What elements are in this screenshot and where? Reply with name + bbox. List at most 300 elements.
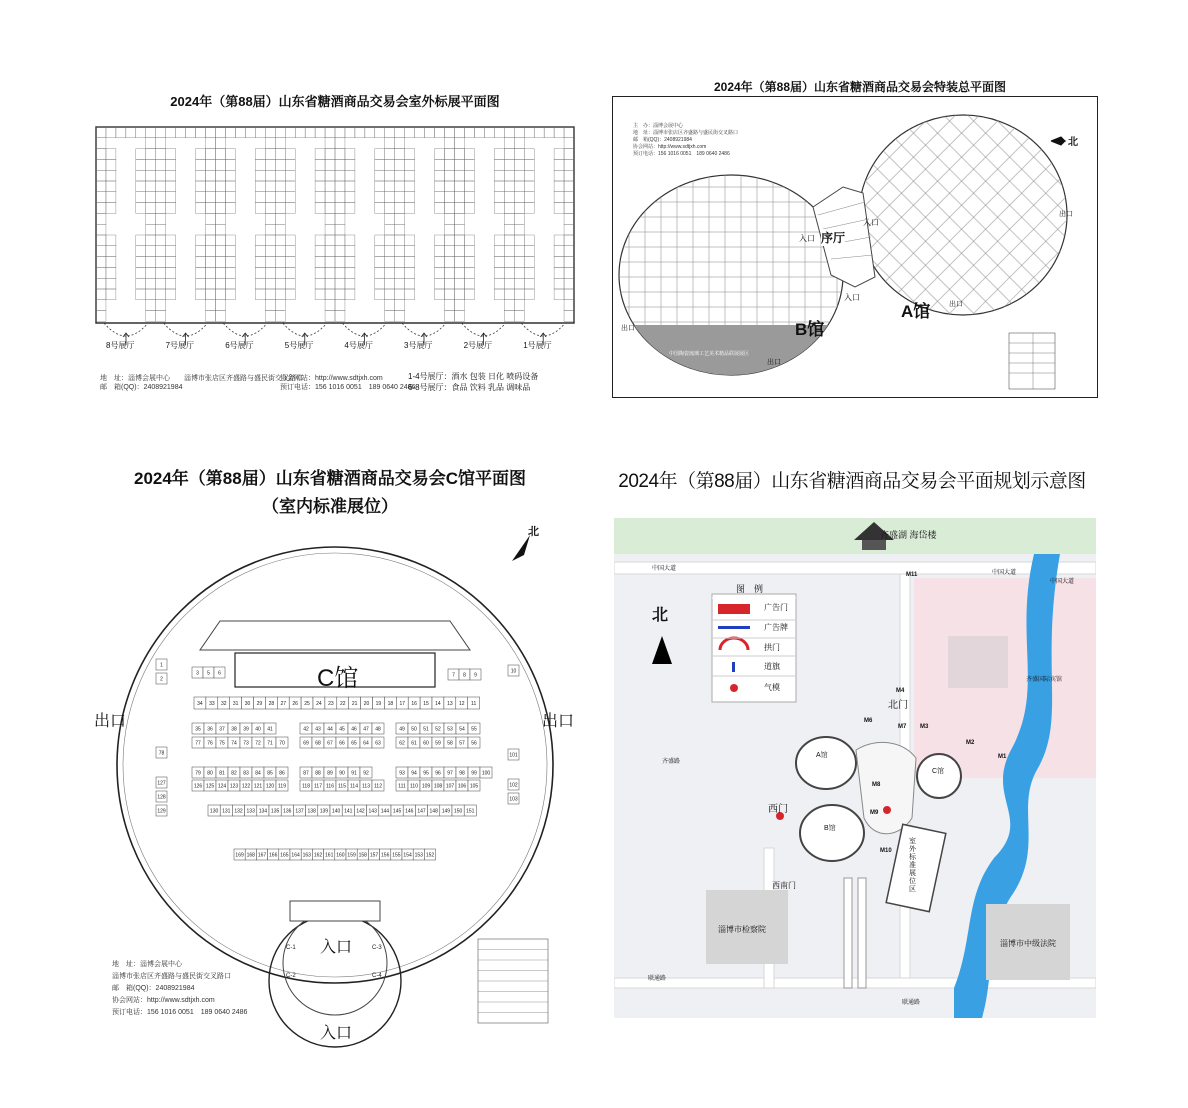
outdoor-booth-map [90,85,580,395]
booth [254,697,266,709]
booth [290,849,301,860]
svg-text:43: 43 [315,726,321,733]
hall-c-info-line: 地 址：淄博会展中心 [112,961,182,968]
booth [444,737,456,748]
svg-text:112: 112 [374,783,382,790]
svg-text:30: 30 [244,701,251,707]
booth [214,667,225,678]
svg-text:54: 54 [459,726,465,733]
booth [349,697,361,709]
c-room-label: C-4 [372,973,382,979]
svg-text:125: 125 [205,783,215,790]
outdoor-hall-label: 6号展厅 [225,341,254,350]
outdoor-note-1: 1-4号展厅：酒水 包装 日化 喷码设备 [408,372,539,381]
svg-text:111: 111 [398,783,406,790]
svg-text:53: 53 [447,726,453,733]
svg-text:80: 80 [207,770,213,777]
booth [408,780,420,791]
booth [252,780,264,791]
booth [216,780,228,791]
booth [336,780,348,791]
svg-text:67: 67 [327,740,333,747]
booth [508,665,519,676]
booth [380,849,391,860]
svg-text:29: 29 [256,701,263,707]
svg-text:163: 163 [302,852,311,859]
north-gate[interactable]: 北门 [888,700,908,711]
svg-text:76: 76 [207,740,213,747]
svg-text:147: 147 [417,808,426,815]
booth [361,697,373,709]
booth [232,805,244,816]
svg-text:151: 151 [466,808,475,815]
marker-m8: M8 [872,782,881,788]
booth [440,805,452,816]
svg-text:140: 140 [331,808,341,815]
hotel-label: 齐盛国际宾馆 [1026,677,1063,683]
svg-text:15: 15 [423,701,429,707]
svg-text:72: 72 [255,740,261,747]
booth [508,749,519,760]
booth [415,805,427,816]
svg-text:87: 87 [303,770,309,777]
booth [324,767,336,778]
booth [324,737,336,748]
hall-b-shape [800,805,864,861]
hall-c-exit-left[interactable]: 出口 [94,713,127,730]
booth [245,849,256,860]
legend-title: 图 例 [736,584,764,594]
svg-text:137: 137 [295,808,304,815]
svg-text:143: 143 [368,808,377,815]
booth [408,737,420,748]
booth [312,723,324,734]
marker-m1: M1 [998,754,1007,760]
booth [408,697,420,709]
svg-text:88: 88 [315,770,321,777]
svg-text:10: 10 [510,668,517,675]
booth [396,697,408,709]
outdoor-hall-label: 4号展厅 [344,341,373,350]
booth [252,737,264,748]
booth [256,849,267,860]
svg-text:21: 21 [351,701,358,707]
special-hall-a: A馆 [901,302,931,321]
hall-c-entrance-top[interactable]: 入口 [320,934,352,957]
booth [432,780,444,791]
booth [372,723,384,734]
svg-text:149: 149 [441,808,451,815]
booth [324,849,335,860]
road-top-3: 中国大道 [1050,579,1075,585]
booth [300,767,312,778]
svg-text:91: 91 [351,770,357,777]
booth [373,697,385,709]
svg-text:122: 122 [241,783,251,790]
west-gate[interactable]: 西门 [768,804,788,815]
booth [204,767,216,778]
booth [354,805,366,816]
marker-m11: M11 [906,572,918,578]
booth [396,767,408,778]
booth [348,780,360,791]
svg-text:117: 117 [314,783,322,790]
marker-m2: M2 [966,740,975,746]
booth [444,767,456,778]
booth [289,697,301,709]
hall-c-shape [917,754,961,798]
marker-m3: M3 [920,724,929,730]
booth [420,737,432,748]
svg-text:16: 16 [411,701,417,707]
svg-text:105: 105 [469,783,479,790]
planning-map [614,518,1096,1018]
booth [301,849,312,860]
booth [240,767,252,778]
booth [348,723,360,734]
booth [264,767,276,778]
booth [324,780,336,791]
svg-text:116: 116 [326,783,334,790]
svg-text:139: 139 [319,808,329,815]
booth [470,669,481,680]
booth [360,723,372,734]
svg-text:35: 35 [195,726,201,733]
booth [346,849,357,860]
svg-text:124: 124 [217,783,227,790]
booth [336,737,348,748]
svg-text:93: 93 [399,770,405,777]
legend-label: 拱门 [764,643,780,652]
special-map-title: 2024年（第88届）山东省糖酒商品交易会特装总平面图 [713,80,1007,94]
svg-text:71: 71 [267,740,273,747]
booth [313,697,325,709]
tower-label: 齐盛湖 海岱楼 [880,530,937,540]
road-left: 齐盛路 [662,759,681,765]
special-info-line: 协会网站：http://www.sdtjxh.com [633,144,707,150]
svg-text:166: 166 [269,852,278,859]
svg-text:44: 44 [327,726,333,733]
booth [448,669,459,680]
booth [384,697,396,709]
svg-text:47: 47 [363,726,369,733]
svg-text:68: 68 [315,740,321,747]
booth [279,849,290,860]
road-top-2: 中国大道 [992,570,1017,576]
svg-text:134: 134 [258,808,268,815]
hall-c-info-line: 协会网站：http://www.sdtjxh.com [112,997,215,1004]
special-exit-3: 出口 [949,301,963,308]
svg-text:62: 62 [399,740,405,747]
booth [508,779,519,790]
svg-text:129: 129 [157,808,166,815]
marker-m6: M6 [864,718,873,724]
booth [264,737,276,748]
svg-text:64: 64 [363,740,369,747]
svg-text:66: 66 [339,740,345,747]
booth [228,723,240,734]
booth [301,697,313,709]
svg-text:86: 86 [279,770,285,777]
north-arrow-2 [1051,137,1065,145]
booth [216,723,228,734]
svg-text:65: 65 [351,740,357,747]
booth [468,737,480,748]
booth [360,767,372,778]
svg-text:169: 169 [235,852,244,859]
svg-text:39: 39 [243,726,249,733]
outdoor-mail: 邮 箱(QQ)：2408921984 [100,384,183,391]
outdoor-map-title: 2024年（第88届）山东省糖酒商品交易会室外标展平面图 [170,94,500,109]
svg-text:142: 142 [356,808,365,815]
svg-text:56: 56 [471,740,477,747]
svg-text:103: 103 [509,796,518,803]
svg-text:69: 69 [303,740,309,747]
booth [257,805,269,816]
booth [360,737,372,748]
booth [156,805,167,816]
svg-text:45: 45 [339,726,345,733]
c-room-label: C-3 [372,945,382,951]
booth [312,849,323,860]
booth [192,767,204,778]
booth [156,673,167,684]
svg-text:126: 126 [193,783,203,790]
svg-text:2: 2 [160,676,163,683]
booth [432,737,444,748]
svg-text:14: 14 [435,701,441,707]
outdoor-hall-label: 8号展厅 [106,341,135,350]
outdoor-web: 协会网站：http://www.sdtjxh.com [280,375,383,382]
svg-text:167: 167 [257,852,267,859]
booth [228,780,240,791]
booth [403,805,415,816]
special-info-line: 邮 箱(QQ)：2408921984 [633,137,692,143]
booth [194,697,206,709]
special-legend-box [1009,333,1055,389]
special-entrance-3: 入口 [844,293,860,302]
svg-text:25: 25 [304,701,310,707]
svg-text:155: 155 [392,852,401,859]
special-info-line: 预订电话：156 1016 0051 189 0640 2486 [633,151,730,157]
svg-text:57: 57 [459,740,465,747]
booth [204,780,216,791]
svg-text:158: 158 [358,852,367,859]
booth [300,737,312,748]
svg-text:36: 36 [207,726,213,733]
svg-text:26: 26 [292,701,298,707]
booth [444,697,456,709]
booth [234,849,245,860]
svg-text:98: 98 [459,770,465,777]
svg-text:165: 165 [280,852,289,859]
svg-text:42: 42 [303,726,309,733]
law-label: 淄博市中级法院 [1000,939,1056,948]
svg-text:23: 23 [328,701,334,707]
special-bottom-band: 中国陶瓷琉璃工艺美术精品联展展区 [669,351,750,357]
svg-text:92: 92 [363,770,369,777]
booth [336,767,348,778]
special-info-line: 主 办：淄博会展中心 [633,123,684,129]
booth [312,737,324,748]
svg-text:102: 102 [509,782,518,789]
southwest-gate[interactable]: 西南门 [772,881,796,890]
svg-text:159: 159 [347,852,356,859]
special-entrance-2: 入口 [863,218,879,227]
svg-text:110: 110 [410,783,418,790]
booth [330,805,342,816]
booth [203,667,214,678]
booth [156,777,167,788]
svg-text:89: 89 [327,770,333,777]
svg-text:58: 58 [447,740,453,747]
outdoor-hall-label: 1号展厅 [523,341,552,350]
outdoor-address: 地 址：淄博会展中心 淄博市张店区齐盛路与盛民街交叉路口 [100,375,303,382]
svg-text:148: 148 [429,808,438,815]
marker-m9: M9 [870,810,879,816]
marker-m4: M4 [896,688,905,694]
svg-text:132: 132 [234,808,243,815]
booth [408,767,420,778]
outdoor-hall-label: 3号展厅 [404,341,433,350]
svg-text:136: 136 [283,808,292,815]
svg-text:138: 138 [307,808,316,815]
booth [420,780,432,791]
booth [268,849,279,860]
svg-text:38: 38 [231,726,237,733]
hall-c-entrance-bottom[interactable]: 入口 [320,1025,353,1042]
hall-a-label: A馆 [816,752,828,759]
booth [293,805,305,816]
svg-text:75: 75 [219,740,225,747]
svg-text:107: 107 [445,783,455,790]
road-top-1: 中国大道 [652,566,677,572]
svg-text:41: 41 [267,726,273,733]
booth [156,747,167,758]
booth [372,780,384,791]
booth [281,805,293,816]
booth [480,767,492,778]
svg-text:154: 154 [403,852,412,859]
booth [348,737,360,748]
svg-text:5: 5 [207,670,210,677]
svg-text:108: 108 [433,783,443,790]
outdoor-booth-grid [90,123,580,353]
hall-c-info-line: 淄博市张店区齐盛路与盛民街交叉路口 [112,973,231,980]
svg-text:11: 11 [471,701,477,707]
booth [269,805,281,816]
svg-text:63: 63 [375,740,381,747]
svg-text:135: 135 [270,808,280,815]
booth [312,780,324,791]
c-room-label: C-2 [286,973,296,979]
svg-text:60: 60 [423,740,429,747]
booth [324,723,336,734]
hall-c-subtitle: （室内标准展位） [262,497,398,516]
marker-m7: M7 [898,724,907,730]
svg-text:153: 153 [414,852,423,859]
svg-text:61: 61 [411,740,417,747]
booth [360,780,372,791]
svg-text:119: 119 [278,783,286,790]
svg-text:156: 156 [381,852,390,859]
svg-text:3: 3 [196,670,199,677]
booth [192,737,204,748]
booth [413,849,424,860]
svg-text:18: 18 [387,701,394,707]
svg-text:17: 17 [399,701,406,707]
outdoor-hall-label: 5号展厅 [284,341,314,350]
svg-text:121: 121 [253,783,263,790]
svg-text:115: 115 [338,783,346,790]
booth [204,737,216,748]
svg-text:20: 20 [363,701,370,707]
booth [508,793,519,804]
booth [402,849,413,860]
booth [242,697,254,709]
booth [428,805,440,816]
svg-text:28: 28 [268,701,275,707]
svg-text:114: 114 [350,783,358,790]
svg-text:95: 95 [423,770,429,777]
special-hall-b: B馆 [795,320,825,339]
legend-label: 气模 [764,683,780,692]
booth [459,669,470,680]
booth [192,667,203,678]
svg-text:37: 37 [219,726,225,733]
booth [240,737,252,748]
svg-text:78: 78 [158,750,165,757]
booth [218,697,230,709]
svg-text:55: 55 [471,726,477,733]
special-lobby: 序厅 [821,231,846,245]
svg-text:97: 97 [447,770,453,777]
outdoor-phone: 预订电话：156 1016 0051 189 0640 2486 [280,384,416,391]
booth [192,780,204,791]
hall-c-info-block [112,959,247,1019]
svg-text:118: 118 [302,783,310,790]
special-exit-2: 出口 [1059,211,1073,218]
svg-text:133: 133 [246,808,255,815]
booth [208,805,220,816]
svg-text:34: 34 [197,701,203,707]
booth [468,767,480,778]
legend-label: 道旗 [764,662,780,671]
svg-text:101: 101 [509,752,518,759]
outdoor-note-2: 6-8号展厅：食品 饮料 乳品 调味品 [408,383,531,392]
booth [264,723,276,734]
booth [204,723,216,734]
svg-text:13: 13 [447,701,453,707]
booth [420,767,432,778]
svg-text:131: 131 [222,808,231,815]
booth [396,780,408,791]
booth [432,767,444,778]
hall-c-exit-right[interactable]: 出口 [542,713,575,730]
booth [245,805,257,816]
booth [252,767,264,778]
svg-text:152: 152 [425,852,435,859]
hall-c-north: 北 [528,526,539,538]
svg-text:109: 109 [421,783,431,790]
booth [230,697,242,709]
svg-text:84: 84 [255,770,261,777]
booth [337,697,349,709]
booth [240,780,252,791]
svg-text:79: 79 [195,770,201,777]
booth [342,805,354,816]
booth [276,737,288,748]
